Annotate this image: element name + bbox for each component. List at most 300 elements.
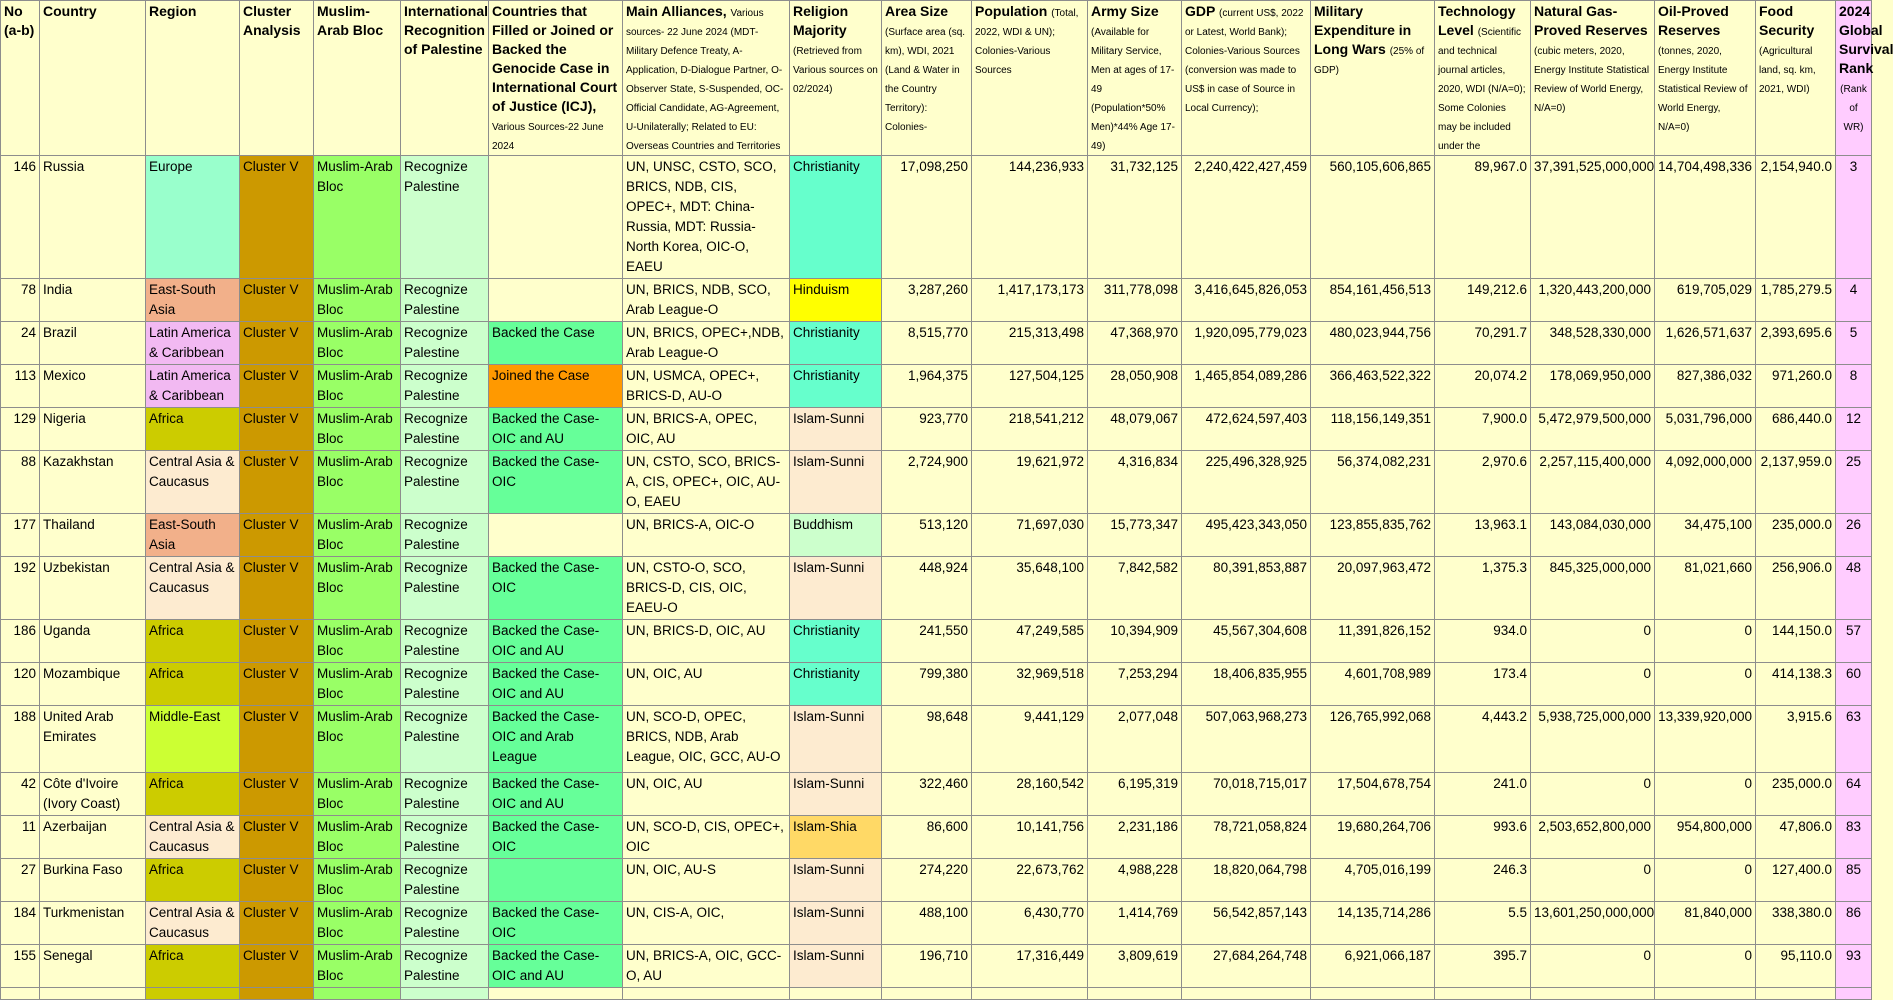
- bloc-cell[interactable]: Muslim-Arab Bloc: [314, 322, 401, 365]
- gas-cell[interactable]: 845,325,000,000: [1531, 557, 1655, 620]
- empty-cell[interactable]: [146, 988, 240, 1000]
- icj-cell[interactable]: Backed the Case-OIC: [489, 902, 623, 945]
- army-cell[interactable]: 28,050,908: [1088, 365, 1182, 408]
- food-cell[interactable]: 338,380.0: [1756, 902, 1836, 945]
- icj-cell[interactable]: [489, 859, 623, 902]
- rank-cell[interactable]: 93: [1836, 945, 1872, 988]
- gas-cell[interactable]: 1,320,443,200,000: [1531, 279, 1655, 322]
- no-cell[interactable]: 155: [1, 945, 40, 988]
- alliances-cell[interactable]: UN, OIC, AU: [623, 663, 790, 706]
- no-cell[interactable]: 192: [1, 557, 40, 620]
- technology-cell[interactable]: 246.3: [1435, 859, 1531, 902]
- gdp-cell[interactable]: 1,920,095,779,023: [1182, 322, 1311, 365]
- column-header[interactable]: [972, 1, 1088, 156]
- gas-cell[interactable]: 143,084,030,000: [1531, 514, 1655, 557]
- cluster-cell[interactable]: Cluster V: [240, 279, 314, 322]
- empty-cell[interactable]: [1655, 988, 1756, 1000]
- army-cell[interactable]: 2,231,186: [1088, 816, 1182, 859]
- area-cell[interactable]: 274,220: [882, 859, 972, 902]
- religion-cell[interactable]: Islam-Sunni: [790, 408, 882, 451]
- rank-cell[interactable]: 25: [1836, 451, 1872, 514]
- alliances-cell[interactable]: UN, UNSC, CSTO, SCO, BRICS, NDB, CIS, OPEC+, MDT: China-Russia, MDT: Russia-North Korea, OIC-O, EAEU: [623, 156, 790, 279]
- icj-cell[interactable]: Backed the Case-OIC and AU: [489, 945, 623, 988]
- column-header[interactable]: [1182, 1, 1311, 156]
- cluster-cell[interactable]: Cluster V: [240, 816, 314, 859]
- gas-cell[interactable]: 0: [1531, 859, 1655, 902]
- country-cell[interactable]: Kazakhstan: [40, 451, 146, 514]
- bloc-cell[interactable]: Muslim-Arab Bloc: [314, 859, 401, 902]
- population-cell[interactable]: 22,673,762: [972, 859, 1088, 902]
- gdp-cell[interactable]: 495,423,343,050: [1182, 514, 1311, 557]
- technology-cell[interactable]: 934.0: [1435, 620, 1531, 663]
- military-cell[interactable]: 480,023,944,756: [1311, 322, 1435, 365]
- rank-cell[interactable]: 8: [1836, 365, 1872, 408]
- religion-cell[interactable]: Christianity: [790, 365, 882, 408]
- icj-cell[interactable]: Backed the Case-OIC and AU: [489, 408, 623, 451]
- country-cell[interactable]: Mozambique: [40, 663, 146, 706]
- army-cell[interactable]: 1,414,769: [1088, 902, 1182, 945]
- country-cell[interactable]: Uzbekistan: [40, 557, 146, 620]
- military-cell[interactable]: 123,855,835,762: [1311, 514, 1435, 557]
- food-cell[interactable]: 2,137,959.0: [1756, 451, 1836, 514]
- no-cell[interactable]: 184: [1, 902, 40, 945]
- cluster-cell[interactable]: Cluster V: [240, 620, 314, 663]
- recognition-cell[interactable]: Recognize Palestine: [401, 156, 489, 279]
- religion-cell[interactable]: Islam-Sunni: [790, 706, 882, 773]
- region-cell[interactable]: Africa: [146, 663, 240, 706]
- cluster-cell[interactable]: Cluster V: [240, 408, 314, 451]
- column-header[interactable]: [1, 1, 40, 156]
- alliances-cell[interactable]: UN, BRICS, NDB, SCO, Arab League-O: [623, 279, 790, 322]
- religion-cell[interactable]: Islam-Sunni: [790, 859, 882, 902]
- area-cell[interactable]: 322,460: [882, 773, 972, 816]
- gdp-cell[interactable]: 3,416,645,826,053: [1182, 279, 1311, 322]
- region-cell[interactable]: Africa: [146, 408, 240, 451]
- recognition-cell[interactable]: Recognize Palestine: [401, 365, 489, 408]
- area-cell[interactable]: 923,770: [882, 408, 972, 451]
- bloc-cell[interactable]: Muslim-Arab Bloc: [314, 816, 401, 859]
- cluster-cell[interactable]: Cluster V: [240, 945, 314, 988]
- bloc-cell[interactable]: Muslim-Arab Bloc: [314, 902, 401, 945]
- cluster-cell[interactable]: Cluster V: [240, 514, 314, 557]
- military-cell[interactable]: 4,705,016,199: [1311, 859, 1435, 902]
- food-cell[interactable]: 256,906.0: [1756, 557, 1836, 620]
- recognition-cell[interactable]: Recognize Palestine: [401, 514, 489, 557]
- area-cell[interactable]: 86,600: [882, 816, 972, 859]
- oil-cell[interactable]: 0: [1655, 773, 1756, 816]
- gas-cell[interactable]: 0: [1531, 945, 1655, 988]
- gdp-cell[interactable]: 27,684,264,748: [1182, 945, 1311, 988]
- technology-cell[interactable]: 4,443.2: [1435, 706, 1531, 773]
- gdp-cell[interactable]: 70,018,715,017: [1182, 773, 1311, 816]
- area-cell[interactable]: 1,964,375: [882, 365, 972, 408]
- military-cell[interactable]: 560,105,606,865: [1311, 156, 1435, 279]
- bloc-cell[interactable]: Muslim-Arab Bloc: [314, 156, 401, 279]
- column-header[interactable]: [401, 1, 489, 156]
- column-header[interactable]: [1088, 1, 1182, 156]
- oil-cell[interactable]: 0: [1655, 620, 1756, 663]
- technology-cell[interactable]: 13,963.1: [1435, 514, 1531, 557]
- gdp-cell[interactable]: 18,406,835,955: [1182, 663, 1311, 706]
- technology-cell[interactable]: 7,900.0: [1435, 408, 1531, 451]
- military-cell[interactable]: 19,680,264,706: [1311, 816, 1435, 859]
- region-cell[interactable]: Central Asia & Caucasus: [146, 557, 240, 620]
- food-cell[interactable]: 127,400.0: [1756, 859, 1836, 902]
- recognition-cell[interactable]: Recognize Palestine: [401, 451, 489, 514]
- empty-cell[interactable]: [401, 988, 489, 1000]
- bloc-cell[interactable]: Muslim-Arab Bloc: [314, 620, 401, 663]
- region-cell[interactable]: Central Asia & Caucasus: [146, 451, 240, 514]
- alliances-cell[interactable]: UN, OIC, AU-S: [623, 859, 790, 902]
- army-cell[interactable]: 311,778,098: [1088, 279, 1182, 322]
- recognition-cell[interactable]: Recognize Palestine: [401, 663, 489, 706]
- column-header[interactable]: [489, 1, 623, 156]
- gas-cell[interactable]: 5,938,725,000,000: [1531, 706, 1655, 773]
- no-cell[interactable]: 113: [1, 365, 40, 408]
- population-cell[interactable]: 1,417,173,173: [972, 279, 1088, 322]
- technology-cell[interactable]: 395.7: [1435, 945, 1531, 988]
- icj-cell[interactable]: Backed the Case-OIC and AU: [489, 663, 623, 706]
- army-cell[interactable]: 2,077,048: [1088, 706, 1182, 773]
- technology-cell[interactable]: 70,291.7: [1435, 322, 1531, 365]
- empty-cell[interactable]: [240, 988, 314, 1000]
- rank-cell[interactable]: 26: [1836, 514, 1872, 557]
- army-cell[interactable]: 48,079,067: [1088, 408, 1182, 451]
- icj-cell[interactable]: [489, 279, 623, 322]
- no-cell[interactable]: 88: [1, 451, 40, 514]
- population-cell[interactable]: 35,648,100: [972, 557, 1088, 620]
- oil-cell[interactable]: 954,800,000: [1655, 816, 1756, 859]
- column-header[interactable]: [314, 1, 401, 156]
- empty-cell[interactable]: [40, 988, 146, 1000]
- empty-cell[interactable]: [489, 988, 623, 1000]
- empty-cell[interactable]: [623, 988, 790, 1000]
- alliances-cell[interactable]: UN, CIS-A, OIC,: [623, 902, 790, 945]
- alliances-cell[interactable]: UN, SCO-D, CIS, OPEC+, OIC: [623, 816, 790, 859]
- country-cell[interactable]: Senegal: [40, 945, 146, 988]
- gdp-cell[interactable]: 507,063,968,273: [1182, 706, 1311, 773]
- cluster-cell[interactable]: Cluster V: [240, 365, 314, 408]
- cluster-cell[interactable]: Cluster V: [240, 156, 314, 279]
- bloc-cell[interactable]: Muslim-Arab Bloc: [314, 663, 401, 706]
- food-cell[interactable]: 686,440.0: [1756, 408, 1836, 451]
- religion-cell[interactable]: Hinduism: [790, 279, 882, 322]
- rank-cell[interactable]: 85: [1836, 859, 1872, 902]
- region-cell[interactable]: Latin America & Caribbean: [146, 365, 240, 408]
- military-cell[interactable]: 14,135,714,286: [1311, 902, 1435, 945]
- military-cell[interactable]: 56,374,082,231: [1311, 451, 1435, 514]
- bloc-cell[interactable]: Muslim-Arab Bloc: [314, 706, 401, 773]
- oil-cell[interactable]: 0: [1655, 663, 1756, 706]
- gdp-cell[interactable]: 78,721,058,824: [1182, 816, 1311, 859]
- column-header[interactable]: [882, 1, 972, 156]
- alliances-cell[interactable]: UN, BRICS-A, OIC, GCC-O, AU: [623, 945, 790, 988]
- gas-cell[interactable]: 13,601,250,000,000: [1531, 902, 1655, 945]
- bloc-cell[interactable]: Muslim-Arab Bloc: [314, 945, 401, 988]
- recognition-cell[interactable]: Recognize Palestine: [401, 859, 489, 902]
- military-cell[interactable]: 20,097,963,472: [1311, 557, 1435, 620]
- food-cell[interactable]: 95,110.0: [1756, 945, 1836, 988]
- population-cell[interactable]: 9,441,129: [972, 706, 1088, 773]
- food-cell[interactable]: 47,806.0: [1756, 816, 1836, 859]
- region-cell[interactable]: Africa: [146, 859, 240, 902]
- no-cell[interactable]: 78: [1, 279, 40, 322]
- country-cell[interactable]: Russia: [40, 156, 146, 279]
- alliances-cell[interactable]: UN, USMCA, OPEC+, BRICS-D, AU-O: [623, 365, 790, 408]
- area-cell[interactable]: 799,380: [882, 663, 972, 706]
- region-cell[interactable]: Central Asia & Caucasus: [146, 816, 240, 859]
- column-header[interactable]: [146, 1, 240, 156]
- military-cell[interactable]: 854,161,456,513: [1311, 279, 1435, 322]
- military-cell[interactable]: 11,391,826,152: [1311, 620, 1435, 663]
- oil-cell[interactable]: 81,840,000: [1655, 902, 1756, 945]
- recognition-cell[interactable]: Recognize Palestine: [401, 902, 489, 945]
- army-cell[interactable]: 6,195,319: [1088, 773, 1182, 816]
- gas-cell[interactable]: 178,069,950,000: [1531, 365, 1655, 408]
- area-cell[interactable]: 98,648: [882, 706, 972, 773]
- no-cell[interactable]: 146: [1, 156, 40, 279]
- cluster-cell[interactable]: Cluster V: [240, 322, 314, 365]
- alliances-cell[interactable]: UN, CSTO-O, SCO, BRICS-D, CIS, OIC, EAEU-O: [623, 557, 790, 620]
- rank-cell[interactable]: 64: [1836, 773, 1872, 816]
- rank-cell[interactable]: 4: [1836, 279, 1872, 322]
- area-cell[interactable]: 17,098,250: [882, 156, 972, 279]
- alliances-cell[interactable]: UN, BRICS, OPEC+,NDB, Arab League-O: [623, 322, 790, 365]
- region-cell[interactable]: East-South Asia: [146, 279, 240, 322]
- alliances-cell[interactable]: UN, CSTO, SCO, BRICS-A, CIS, OPEC+, OIC, AU-O, EAEU: [623, 451, 790, 514]
- area-cell[interactable]: 8,515,770: [882, 322, 972, 365]
- recognition-cell[interactable]: Recognize Palestine: [401, 706, 489, 773]
- area-cell[interactable]: 241,550: [882, 620, 972, 663]
- technology-cell[interactable]: 241.0: [1435, 773, 1531, 816]
- military-cell[interactable]: 126,765,992,068: [1311, 706, 1435, 773]
- no-cell[interactable]: 186: [1, 620, 40, 663]
- military-cell[interactable]: 17,504,678,754: [1311, 773, 1435, 816]
- alliances-cell[interactable]: UN, BRICS-D, OIC, AU: [623, 620, 790, 663]
- food-cell[interactable]: 971,260.0: [1756, 365, 1836, 408]
- country-cell[interactable]: India: [40, 279, 146, 322]
- column-header[interactable]: [240, 1, 314, 156]
- oil-cell[interactable]: 14,704,498,336: [1655, 156, 1756, 279]
- religion-cell[interactable]: Christianity: [790, 156, 882, 279]
- oil-cell[interactable]: 34,475,100: [1655, 514, 1756, 557]
- technology-cell[interactable]: 89,967.0: [1435, 156, 1531, 279]
- army-cell[interactable]: 15,773,347: [1088, 514, 1182, 557]
- gas-cell[interactable]: 0: [1531, 663, 1655, 706]
- military-cell[interactable]: 4,601,708,989: [1311, 663, 1435, 706]
- region-cell[interactable]: Africa: [146, 945, 240, 988]
- country-cell[interactable]: Burkina Faso: [40, 859, 146, 902]
- food-cell[interactable]: 1,785,279.5: [1756, 279, 1836, 322]
- region-cell[interactable]: East-South Asia: [146, 514, 240, 557]
- alliances-cell[interactable]: UN, SCO-D, OPEC, BRICS, NDB, Arab League, OIC, GCC, AU-O: [623, 706, 790, 773]
- recognition-cell[interactable]: Recognize Palestine: [401, 408, 489, 451]
- gdp-cell[interactable]: 56,542,857,143: [1182, 902, 1311, 945]
- food-cell[interactable]: 235,000.0: [1756, 773, 1836, 816]
- bloc-cell[interactable]: Muslim-Arab Bloc: [314, 773, 401, 816]
- icj-cell[interactable]: Backed the Case-OIC: [489, 557, 623, 620]
- gdp-cell[interactable]: 2,240,422,427,459: [1182, 156, 1311, 279]
- area-cell[interactable]: 3,287,260: [882, 279, 972, 322]
- technology-cell[interactable]: 2,970.6: [1435, 451, 1531, 514]
- religion-cell[interactable]: Islam-Sunni: [790, 945, 882, 988]
- country-cell[interactable]: Brazil: [40, 322, 146, 365]
- religion-cell[interactable]: Christianity: [790, 322, 882, 365]
- oil-cell[interactable]: 13,339,920,000: [1655, 706, 1756, 773]
- cluster-cell[interactable]: Cluster V: [240, 557, 314, 620]
- no-cell[interactable]: 177: [1, 514, 40, 557]
- population-cell[interactable]: 71,697,030: [972, 514, 1088, 557]
- religion-cell[interactable]: Islam-Sunni: [790, 773, 882, 816]
- alliances-cell[interactable]: UN, BRICS-A, OIC-O: [623, 514, 790, 557]
- army-cell[interactable]: 7,253,294: [1088, 663, 1182, 706]
- cluster-cell[interactable]: Cluster V: [240, 663, 314, 706]
- country-cell[interactable]: Uganda: [40, 620, 146, 663]
- bloc-cell[interactable]: Muslim-Arab Bloc: [314, 557, 401, 620]
- gas-cell[interactable]: 37,391,525,000,000: [1531, 156, 1655, 279]
- recognition-cell[interactable]: Recognize Palestine: [401, 773, 489, 816]
- rank-cell[interactable]: 57: [1836, 620, 1872, 663]
- country-cell[interactable]: Thailand: [40, 514, 146, 557]
- technology-cell[interactable]: 5.5: [1435, 902, 1531, 945]
- rank-cell[interactable]: 63: [1836, 706, 1872, 773]
- army-cell[interactable]: 4,316,834: [1088, 451, 1182, 514]
- oil-cell[interactable]: 827,386,032: [1655, 365, 1756, 408]
- gas-cell[interactable]: 2,503,652,800,000: [1531, 816, 1655, 859]
- religion-cell[interactable]: Islam-Sunni: [790, 557, 882, 620]
- column-header[interactable]: [1531, 1, 1655, 156]
- population-cell[interactable]: 215,313,498: [972, 322, 1088, 365]
- religion-cell[interactable]: Buddhism: [790, 514, 882, 557]
- column-header[interactable]: [1655, 1, 1756, 156]
- gas-cell[interactable]: 2,257,115,400,000: [1531, 451, 1655, 514]
- area-cell[interactable]: 448,924: [882, 557, 972, 620]
- no-cell[interactable]: 120: [1, 663, 40, 706]
- cluster-cell[interactable]: Cluster V: [240, 706, 314, 773]
- empty-cell[interactable]: [1, 988, 40, 1000]
- military-cell[interactable]: 118,156,149,351: [1311, 408, 1435, 451]
- area-cell[interactable]: 488,100: [882, 902, 972, 945]
- religion-cell[interactable]: Islam-Sunni: [790, 902, 882, 945]
- food-cell[interactable]: 414,138.3: [1756, 663, 1836, 706]
- alliances-cell[interactable]: UN, BRICS-A, OPEC, OIC, AU: [623, 408, 790, 451]
- gdp-cell[interactable]: 472,624,597,403: [1182, 408, 1311, 451]
- icj-cell[interactable]: Backed the Case-OIC and Arab League: [489, 706, 623, 773]
- empty-cell[interactable]: [790, 988, 882, 1000]
- area-cell[interactable]: 2,724,900: [882, 451, 972, 514]
- military-cell[interactable]: 6,921,066,187: [1311, 945, 1435, 988]
- area-cell[interactable]: 196,710: [882, 945, 972, 988]
- rank-cell[interactable]: 3: [1836, 156, 1872, 279]
- bloc-cell[interactable]: Muslim-Arab Bloc: [314, 279, 401, 322]
- food-cell[interactable]: 2,393,695.6: [1756, 322, 1836, 365]
- rank-cell[interactable]: 83: [1836, 816, 1872, 859]
- recognition-cell[interactable]: Recognize Palestine: [401, 816, 489, 859]
- column-header[interactable]: [1836, 1, 1893, 156]
- region-cell[interactable]: Africa: [146, 773, 240, 816]
- region-cell[interactable]: Latin America & Caribbean: [146, 322, 240, 365]
- cluster-cell[interactable]: Cluster V: [240, 859, 314, 902]
- recognition-cell[interactable]: Recognize Palestine: [401, 620, 489, 663]
- religion-cell[interactable]: Christianity: [790, 620, 882, 663]
- alliances-cell[interactable]: UN, OIC, AU: [623, 773, 790, 816]
- technology-cell[interactable]: 1,375.3: [1435, 557, 1531, 620]
- technology-cell[interactable]: 993.6: [1435, 816, 1531, 859]
- army-cell[interactable]: 31,732,125: [1088, 156, 1182, 279]
- recognition-cell[interactable]: Recognize Palestine: [401, 945, 489, 988]
- icj-cell[interactable]: Backed the Case-OIC: [489, 451, 623, 514]
- column-header[interactable]: [40, 1, 146, 156]
- oil-cell[interactable]: 0: [1655, 859, 1756, 902]
- cluster-cell[interactable]: Cluster V: [240, 451, 314, 514]
- religion-cell[interactable]: Islam-Shia: [790, 816, 882, 859]
- army-cell[interactable]: 47,368,970: [1088, 322, 1182, 365]
- recognition-cell[interactable]: Recognize Palestine: [401, 279, 489, 322]
- icj-cell[interactable]: Backed the Case-OIC: [489, 816, 623, 859]
- population-cell[interactable]: 144,236,933: [972, 156, 1088, 279]
- region-cell[interactable]: Central Asia & Caucasus: [146, 902, 240, 945]
- country-cell[interactable]: Mexico: [40, 365, 146, 408]
- icj-cell[interactable]: [489, 514, 623, 557]
- rank-cell[interactable]: 86: [1836, 902, 1872, 945]
- column-header[interactable]: [623, 1, 790, 156]
- oil-cell[interactable]: 4,092,000,000: [1655, 451, 1756, 514]
- gdp-cell[interactable]: 1,465,854,089,286: [1182, 365, 1311, 408]
- country-cell[interactable]: Azerbaijan: [40, 816, 146, 859]
- country-cell[interactable]: Nigeria: [40, 408, 146, 451]
- food-cell[interactable]: 144,150.0: [1756, 620, 1836, 663]
- column-header[interactable]: [1311, 1, 1435, 156]
- population-cell[interactable]: 32,969,518: [972, 663, 1088, 706]
- gdp-cell[interactable]: 18,820,064,798: [1182, 859, 1311, 902]
- population-cell[interactable]: 6,430,770: [972, 902, 1088, 945]
- no-cell[interactable]: 24: [1, 322, 40, 365]
- bloc-cell[interactable]: Muslim-Arab Bloc: [314, 408, 401, 451]
- no-cell[interactable]: 42: [1, 773, 40, 816]
- region-cell[interactable]: Europe: [146, 156, 240, 279]
- bloc-cell[interactable]: Muslim-Arab Bloc: [314, 365, 401, 408]
- army-cell[interactable]: 10,394,909: [1088, 620, 1182, 663]
- icj-cell[interactable]: Joined the Case: [489, 365, 623, 408]
- technology-cell[interactable]: 149,212.6: [1435, 279, 1531, 322]
- cluster-cell[interactable]: Cluster V: [240, 902, 314, 945]
- icj-cell[interactable]: Backed the Case-OIC and AU: [489, 620, 623, 663]
- population-cell[interactable]: 127,504,125: [972, 365, 1088, 408]
- religion-cell[interactable]: Christianity: [790, 663, 882, 706]
- gas-cell[interactable]: 5,472,979,500,000: [1531, 408, 1655, 451]
- food-cell[interactable]: 3,915.6: [1756, 706, 1836, 773]
- empty-cell[interactable]: [972, 988, 1088, 1000]
- population-cell[interactable]: 17,316,449: [972, 945, 1088, 988]
- cluster-cell[interactable]: Cluster V: [240, 773, 314, 816]
- population-cell[interactable]: 28,160,542: [972, 773, 1088, 816]
- icj-cell[interactable]: Backed the Case-OIC and AU: [489, 773, 623, 816]
- rank-cell[interactable]: 48: [1836, 557, 1872, 620]
- icj-cell[interactable]: Backed the Case: [489, 322, 623, 365]
- gdp-cell[interactable]: 45,567,304,608: [1182, 620, 1311, 663]
- empty-cell[interactable]: [1435, 988, 1531, 1000]
- empty-cell[interactable]: [1182, 988, 1311, 1000]
- oil-cell[interactable]: 1,626,571,637: [1655, 322, 1756, 365]
- icj-cell[interactable]: [489, 156, 623, 279]
- gas-cell[interactable]: 348,528,330,000: [1531, 322, 1655, 365]
- technology-cell[interactable]: 20,074.2: [1435, 365, 1531, 408]
- no-cell[interactable]: 11: [1, 816, 40, 859]
- country-cell[interactable]: United Arab Emirates: [40, 706, 146, 773]
- empty-cell[interactable]: [882, 988, 972, 1000]
- empty-cell[interactable]: [1836, 988, 1872, 1000]
- column-header[interactable]: [790, 1, 882, 156]
